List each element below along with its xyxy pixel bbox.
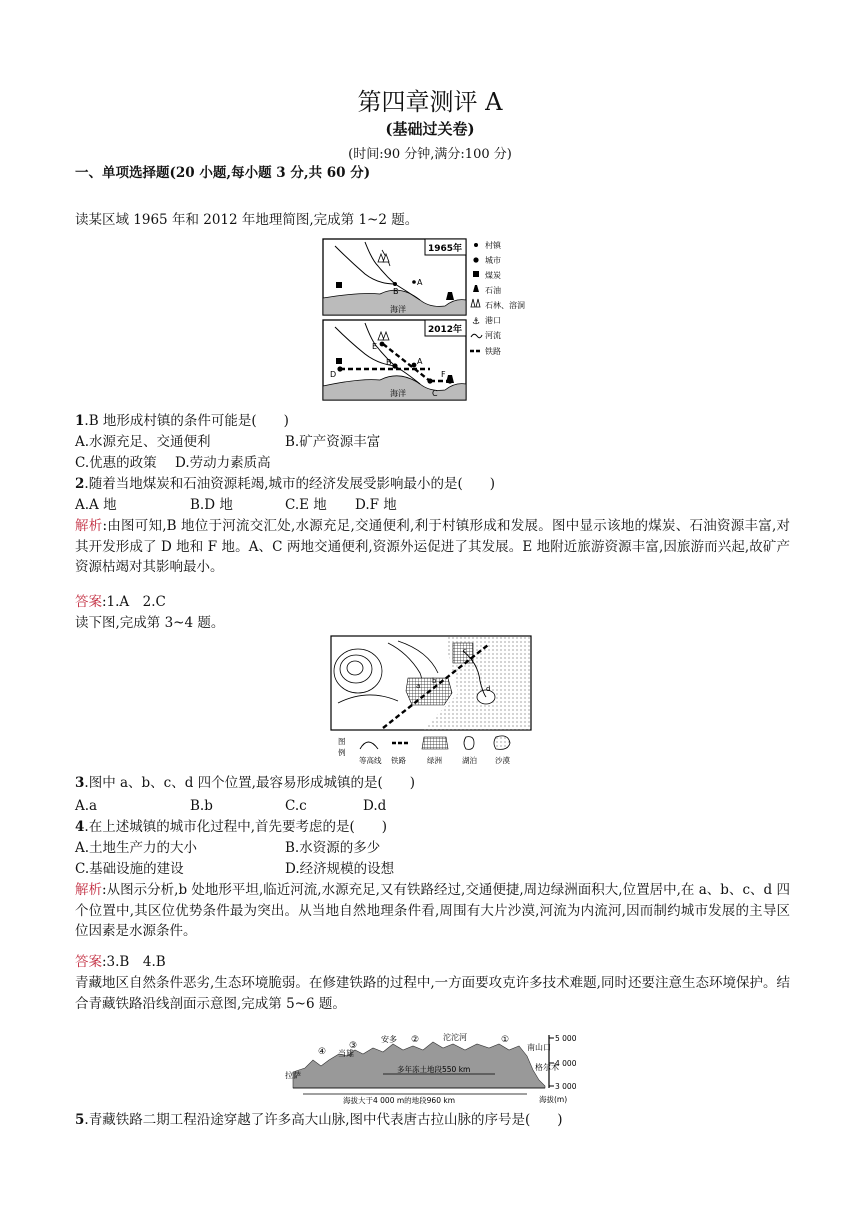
q2-option-d[interactable]: D.F 地 (355, 497, 397, 513)
point-F-2012: F (441, 370, 446, 379)
map2-legend (338, 736, 510, 765)
svg-text:铁路: 铁路 (485, 347, 501, 356)
question-1: 1.B 地形成村镇的条件可能是( ) (75, 413, 289, 429)
page-title: 第四章测评 A (357, 88, 503, 116)
intro-q1-2: 读某区域 1965 年和 2012 年地理简图,完成第 1~2 题。 (75, 212, 419, 228)
section-heading: 一、单项选择题(20 小题,每小题 3 分,共 60 分) (75, 165, 371, 181)
point-a: a (416, 682, 421, 690)
q3-option-d[interactable]: D.d (363, 798, 387, 814)
svg-text:石林、溶洞: 石林、溶洞 (485, 301, 525, 310)
svg-text:城市: 城市 (485, 256, 501, 265)
axis-label: 海拔(m) (539, 1095, 568, 1104)
sea-label-1965: 海洋 (390, 305, 406, 314)
tick-3000: 3 000 (555, 1082, 577, 1091)
map-1965-2012 (320, 236, 550, 402)
place-nanshankou: 南山口 (527, 1043, 551, 1052)
point-C-2012: C (432, 389, 438, 398)
point-E-2012: E (372, 342, 378, 351)
q2-option-c[interactable]: C.E 地 (285, 497, 327, 513)
svg-text:等高线: 等高线 (359, 756, 382, 765)
q1-option-b[interactable]: B.矿产资源丰富 (285, 434, 381, 450)
point-B-1965: B (393, 287, 399, 296)
q4-options-row1 (75, 838, 380, 858)
point-A-2012: A (417, 357, 423, 366)
q3-option-a[interactable]: A.a (75, 798, 98, 814)
q2-option-b[interactable]: B.D 地 (190, 497, 233, 513)
question-4: 4.在上述城镇的城市化过程中,首先要考虑的是( ) (75, 819, 388, 835)
place-lhasa: 拉萨 (285, 1071, 301, 1080)
year-1965-label: 1965年 (427, 244, 463, 254)
oasis-map (328, 633, 534, 768)
analysis-1: 解析:由图可知,B 地位于河流交汇处,水源充足,交通便利,利于村镇形成和发展。图中显示该地的煤炭、石油资源丰富,对其开发形成了 D 地和 F 地。A、C 两地交通便利,资源外运促进了其发展。E 地附近旅游资源丰富,因旅游而兴起,故矿产资源枯竭对其影响最小。 (75, 518, 791, 575)
q4-option-d[interactable]: D.经济规模的设想 (285, 861, 395, 877)
q1-option-d[interactable]: D.劳动力素质高 (175, 455, 271, 471)
marker-3: ③ (349, 1041, 358, 1051)
svg-text:石油: 石油 (485, 286, 501, 295)
marker-2: ② (411, 1035, 420, 1045)
permafrost-label: 多年冻土地段550 km (397, 1065, 471, 1074)
q4-options-row2 (75, 859, 394, 879)
svg-text:绿洲: 绿洲 (427, 756, 442, 765)
q2-options (75, 495, 397, 515)
point-b: b (432, 677, 437, 685)
q1-options-row2 (75, 453, 271, 473)
answer-1: 答案:1.A 2.C (75, 594, 166, 610)
svg-text:煤炭: 煤炭 (485, 271, 501, 280)
altitude-span-label: 海拔大于4 000 m的地段960 km (343, 1096, 456, 1105)
q3-options (75, 796, 386, 816)
question-2: 2.随着当地煤炭和石油资源耗竭,城市的经济发展受影响最小的是( ) (75, 476, 496, 492)
point-d: d (486, 685, 491, 693)
q3-option-c[interactable]: C.c (285, 798, 307, 814)
point-D-2012: D (330, 370, 337, 379)
tick-5000: 5 000 (555, 1034, 577, 1043)
sea-label-2012: 海洋 (390, 389, 406, 398)
analysis-2: 解析:从图示分析,b 处地形平坦,临近河流,水源充足,又有铁路经过,交通便捷,周边绿洲面积大,位置居中,在 a、b、c、d 四个位置中,其区位优势条件最为突出。从当地自然地理条件看,周围有大片沙漠,河流为内流河,因而制约城市发展的主导区位因素是水源条件。 (75, 882, 790, 939)
intro-q3-4: 读下图,完成第 3~4 题。 (75, 615, 225, 631)
q1-option-a[interactable]: A.水源充足、交通便利 (75, 434, 211, 450)
map1-legend (470, 240, 525, 356)
time-info: (时间:90 分钟,满分:100 分) (348, 147, 512, 162)
point-A-1965: A (417, 278, 423, 287)
q3-option-b[interactable]: B.b (190, 798, 213, 814)
svg-text:图: 图 (338, 737, 346, 746)
q4-option-a[interactable]: A.土地生产力的大小 (75, 840, 198, 856)
q1-options-row1 (75, 432, 380, 452)
year-2012-label: 2012年 (427, 325, 463, 335)
question-3: 3.图中 a、b、c、d 四个位置,最容易形成城镇的是( ) (75, 775, 415, 791)
q4-option-b[interactable]: B.水资源的多少 (285, 840, 381, 856)
svg-text:村镇: 村镇 (485, 241, 501, 250)
q2-option-a[interactable]: A.A 地 (75, 497, 117, 513)
svg-text:河流: 河流 (485, 331, 501, 340)
q1-option-c[interactable]: C.优惠的政策 (75, 455, 157, 471)
point-B-2012: B (386, 358, 392, 367)
place-damxung-1: 当雄 (338, 1049, 354, 1058)
tick-4000: 4 000 (555, 1059, 577, 1068)
svg-text:港口: 港口 (485, 316, 501, 325)
marker-1: ① (501, 1035, 510, 1045)
qinghai-tibet-profile (283, 1030, 583, 1110)
question-5: 5.青藏铁路二期工程沿途穿越了许多高大山脉,图中代表唐古拉山脉的序号是( ) (75, 1112, 563, 1128)
marker-4: ④ (318, 1047, 327, 1057)
page-subtitle: (基础过关卷) (385, 120, 475, 138)
q4-option-c[interactable]: C.基础设施的建设 (75, 861, 184, 877)
svg-text:例: 例 (338, 748, 346, 757)
place-tuotuohe: 沱沱河 (443, 1033, 467, 1042)
svg-text:铁路: 铁路 (391, 756, 406, 765)
svg-text:湖泊: 湖泊 (462, 756, 477, 765)
svg-text:沙漠: 沙漠 (495, 756, 510, 765)
place-amdo: 安多 (381, 1035, 397, 1044)
answer-2: 答案:3.B 4.B (75, 954, 166, 970)
place-golmud: 格尔木 (535, 1063, 559, 1072)
intro-q5-6: 青藏地区自然条件恶劣,生态环境脆弱。在修建铁路的过程中,一方面要攻克许多技术难题,同时还要注意生态环境保护。结合青藏铁路沿线剖面示意图,完成第 5~6 题。 (75, 975, 790, 1012)
svg-text:⚓: ⚓ (472, 317, 481, 327)
point-c: c (463, 647, 467, 655)
